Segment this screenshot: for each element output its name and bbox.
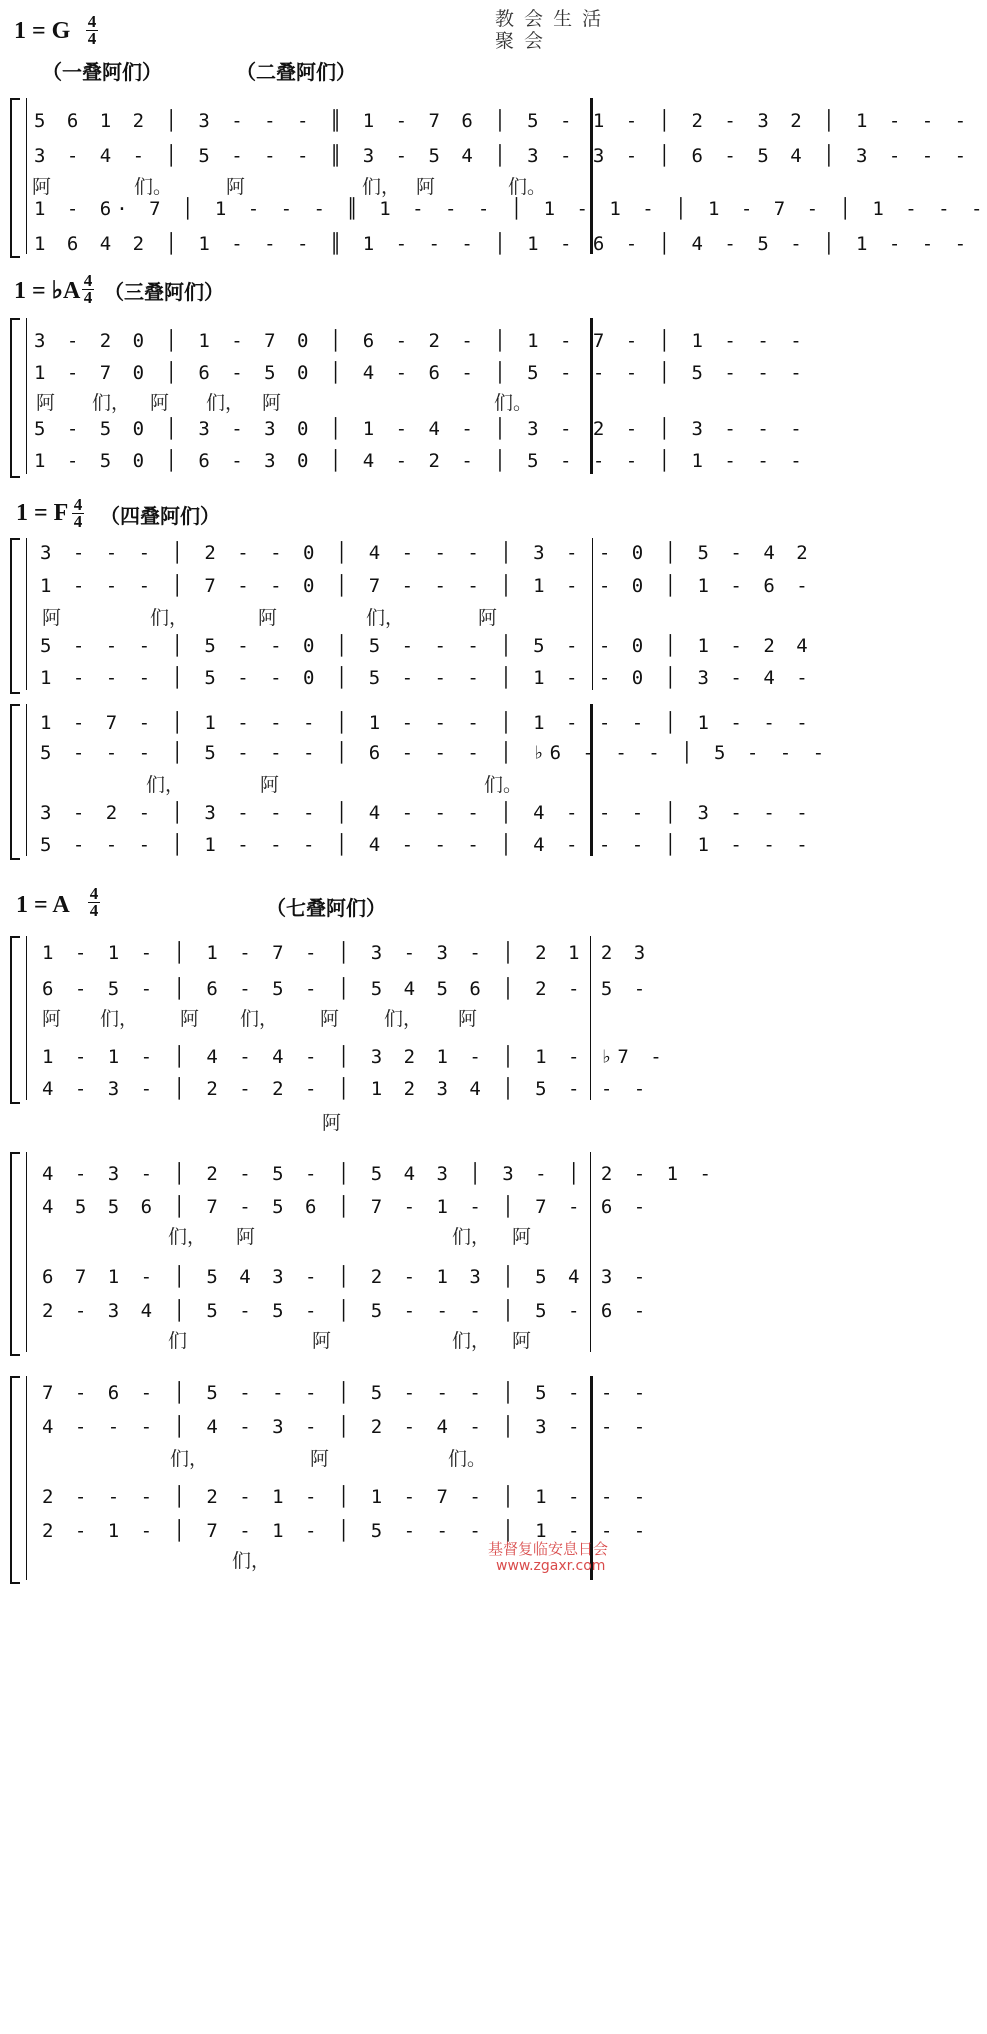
lyric: 阿 xyxy=(180,1008,200,1030)
lyric: 阿 xyxy=(262,392,282,414)
staff-row-bass: 1 6 4 2 │ 1 - - - ║ 1 - - - │ 1 - 6 - │ 4 - 5 - │ 1 - - - xyxy=(34,233,972,255)
staff-row-bass: 5 - - - │ 1 - - - │ 4 - - - │ 4 - - - │ 1 - - - xyxy=(40,834,813,856)
barline xyxy=(26,538,27,690)
section-label-3: （三叠阿们） xyxy=(104,280,224,304)
staff-row-alto: 3 - 4 - │ 5 - - - ║ 3 - 5 4 │ 3 - 3 - │ 6 - 5 4 │ 3 - - - xyxy=(34,145,972,167)
lyric: 们， xyxy=(170,1448,209,1470)
staff-row-soprano: 1 - 7 - │ 1 - - - │ 1 - - - │ 1 - - - │ 1 - - - xyxy=(40,712,813,734)
staff-row-alto: 4 5 5 6 │ 7 - 5 6 │ 7 - 1 - │ 7 - 6 - xyxy=(42,1196,651,1218)
watermark-site-name: 基督复临安息日会 xyxy=(488,1540,609,1558)
lyric: 们。 xyxy=(508,176,547,198)
system-bracket xyxy=(10,1376,20,1584)
barline xyxy=(26,98,27,254)
system-bracket xyxy=(10,318,20,478)
lyric: 们， xyxy=(92,392,131,414)
time-signature: 4 4 xyxy=(73,495,83,531)
staff-row-bass: 1 - - - │ 5 - - 0 │ 5 - - - │ 1 - - 0 │ 3 - 4 - xyxy=(40,667,813,689)
lyric: 们， xyxy=(206,392,245,414)
lyric: 阿 xyxy=(42,607,62,629)
staff-row-tenor: 1 - 6· 7 │ 1 - - - ║ 1 - - - │ 1 - 1 - │ 1 - 7 - │ 1 - - - xyxy=(34,198,987,220)
lyric: 阿 xyxy=(310,1448,330,1470)
source-line-1: 教 会 生 活 xyxy=(495,8,604,30)
lyric: 们， xyxy=(362,176,401,198)
barline xyxy=(26,704,27,856)
staff-row-soprano: 3 - 2 0 │ 1 - 7 0 │ 6 - 2 - │ 1 - 7 - │ 1 - - - xyxy=(34,330,807,352)
lyric: 们， xyxy=(366,607,405,629)
section-label-7: （七叠阿们） xyxy=(266,896,386,920)
staff-row-bass: 1 - 5 0 │ 6 - 3 0 │ 4 - 2 - │ 5 - - - │ 1 - - - xyxy=(34,450,807,472)
lyric: 们， xyxy=(240,1008,279,1030)
lyric: 们， xyxy=(100,1008,139,1030)
lyric: 们， xyxy=(232,1550,271,1572)
key-signature-a-flat: 1 = ♭A xyxy=(14,278,81,304)
barline xyxy=(26,318,27,474)
staff-row-tenor: 6 7 1 - │ 5 4 3 - │ 2 - 1 3 │ 5 4 3 - xyxy=(42,1266,651,1288)
staff-row-soprano: 3 - - - │ 2 - - 0 │ 4 - - - │ 3 - - 0 │ 5 - 4 2 xyxy=(40,542,813,564)
staff-row-alto: 5 - - - │ 5 - - - │ 6 - - - │ ♭6 - - - │ 5 - - - xyxy=(40,742,830,764)
time-signature: 4 4 xyxy=(89,884,99,920)
lyric: 们 xyxy=(168,1330,188,1352)
key-signature-g: 1 = G xyxy=(14,18,71,44)
lyric: 们。 xyxy=(484,774,523,796)
lyric: 阿 xyxy=(32,176,52,198)
staff-row-soprano: 4 - 3 - │ 2 - 5 - │ 5 4 3 │ 3 - │ 2 - 1 - xyxy=(42,1163,716,1185)
lyric: 阿 xyxy=(322,1112,342,1134)
source-line-2: 聚 会 xyxy=(495,30,546,52)
lyric: 阿 xyxy=(512,1226,532,1248)
staff-row-tenor: 5 - - - │ 5 - - 0 │ 5 - - - │ 5 - - 0 │ 1 - 2 4 xyxy=(40,635,813,657)
lyric: 们， xyxy=(384,1008,423,1030)
watermark-url: www.zgaxr.com xyxy=(496,1558,606,1574)
time-signature: 4 4 xyxy=(83,271,93,307)
lyric: 阿 xyxy=(478,607,498,629)
staff-row-tenor: 3 - 2 - │ 3 - - - │ 4 - - - │ 4 - - - │ 3 - - - xyxy=(40,802,813,824)
staff-row-alto: 6 - 5 - │ 6 - 5 - │ 5 4 5 6 │ 2 - 5 - xyxy=(42,978,651,1000)
barline xyxy=(26,1376,27,1580)
lyric: 们。 xyxy=(494,392,533,414)
staff-row-bass: 2 - 1 - │ 7 - 1 - │ 5 - - - │ 1 - - - xyxy=(42,1520,651,1542)
lyric: 们。 xyxy=(448,1448,487,1470)
time-signature: 4 4 xyxy=(87,12,97,48)
staff-row-alto: 1 - - - │ 7 - - 0 │ 7 - - - │ 1 - - 0 │ 1 - 6 - xyxy=(40,575,813,597)
lyric: 们。 xyxy=(134,176,173,198)
lyric: 阿 xyxy=(416,176,436,198)
key-signature-f: 1 = F xyxy=(16,500,69,526)
staff-row-tenor: 2 - - - │ 2 - 1 - │ 1 - 7 - │ 1 - - - xyxy=(42,1486,651,1508)
lyric: 阿 xyxy=(320,1008,340,1030)
key-signature-a: 1 = A xyxy=(16,892,70,918)
staff-row-tenor: 5 - 5 0 │ 3 - 3 0 │ 1 - 4 - │ 3 - 2 - │ 3 - - - xyxy=(34,418,807,440)
staff-row-soprano: 7 - 6 - │ 5 - - - │ 5 - - - │ 5 - - - xyxy=(42,1382,651,1404)
staff-row-alto: 4 - - - │ 4 - 3 - │ 2 - 4 - │ 3 - - - xyxy=(42,1416,651,1438)
staff-row-bass: 4 - 3 - │ 2 - 2 - │ 1 2 3 4 │ 5 - - - xyxy=(42,1078,651,1100)
section-label-4: （四叠阿们） xyxy=(100,504,220,528)
staff-row-soprano: 5 6 1 2 │ 3 - - - ║ 1 - 7 6 │ 5 - 1 - │ 2 - 3 2 │ 1 - - - xyxy=(34,110,972,132)
system-bracket xyxy=(10,538,20,694)
staff-row-soprano: 1 - 1 - │ 1 - 7 - │ 3 - 3 - │ 2 1 2 3 xyxy=(42,942,651,964)
staff-row-alto: 1 - 7 0 │ 6 - 5 0 │ 4 - 6 - │ 5 - - - │ 5 - - - xyxy=(34,362,807,384)
lyric: 阿 xyxy=(42,1008,62,1030)
section-label-1: （一叠阿们） xyxy=(42,60,162,84)
lyric: 们， xyxy=(452,1330,491,1352)
lyric: 阿 xyxy=(236,1226,256,1248)
lyric: 阿 xyxy=(226,176,246,198)
system-bracket xyxy=(10,704,20,860)
lyric: 阿 xyxy=(512,1330,532,1352)
system-bracket xyxy=(10,98,20,258)
staff-row-tenor: 1 - 1 - │ 4 - 4 - │ 3 2 1 - │ 1 - ♭7 - xyxy=(42,1046,667,1068)
lyric: 阿 xyxy=(36,392,56,414)
lyric: 们， xyxy=(452,1226,491,1248)
lyric: 们， xyxy=(168,1226,207,1248)
lyric: 阿 xyxy=(258,607,278,629)
lyric: 们， xyxy=(150,607,189,629)
lyric: 阿 xyxy=(312,1330,332,1352)
lyric: 阿 xyxy=(458,1008,478,1030)
system-bracket xyxy=(10,936,20,1104)
section-label-2: （二叠阿们） xyxy=(236,60,356,84)
barline xyxy=(26,936,27,1100)
lyric: 阿 xyxy=(150,392,170,414)
barline xyxy=(26,1152,27,1352)
system-bracket xyxy=(10,1152,20,1356)
lyric: 阿 xyxy=(260,774,280,796)
lyric: 们， xyxy=(146,774,185,796)
staff-row-bass: 2 - 3 4 │ 5 - 5 - │ 5 - - - │ 5 - 6 - xyxy=(42,1300,651,1322)
